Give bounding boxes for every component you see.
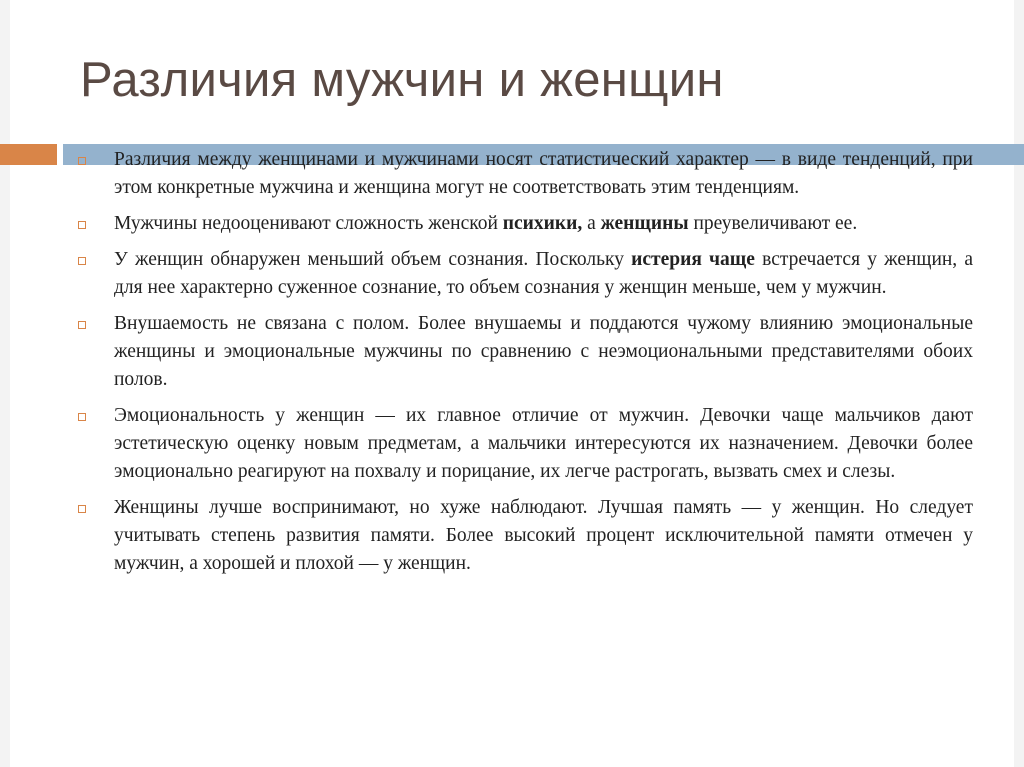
hollow-square-bullet-icon <box>78 505 86 513</box>
bold-term-psyche: психики, <box>502 213 583 234</box>
bullet-text: Различия между женщинами и мужчинами носят статистический характер — в виде тенденций, при этом конкретные мужчина и женщина могут не соответствовать этим тенденциям. <box>114 149 973 198</box>
hollow-square-bullet-icon <box>78 413 86 421</box>
bullet-list <box>78 146 973 586</box>
bold-term-women: женщины <box>600 213 689 234</box>
bullet-item-2 <box>78 210 973 238</box>
bullet-item-4 <box>78 310 973 394</box>
left-border-strip <box>0 0 10 767</box>
hollow-square-bullet-icon <box>78 157 86 165</box>
hollow-square-bullet-icon <box>78 221 86 229</box>
bullet-text: Женщины лучше воспринимают, но хуже наблюдают. Лучшая память — у женщин. Но следует учитывать степень развития памяти. Более высокий процент исключительной памяти отмечен у мужчин, а хорошей и плохой — у женщин. <box>114 497 973 574</box>
accent-bar-orange <box>0 144 57 165</box>
hollow-square-bullet-icon <box>78 321 86 329</box>
bullet-item-1 <box>78 146 973 202</box>
slide-title: Различия мужчин и женщин <box>80 53 724 107</box>
bullet-text: а <box>582 213 601 234</box>
bullet-text: Внушаемость не связана с полом. Более внушаемы и поддаются чужому влиянию эмоциональные женщины и эмоциональные мужчины по сравнению с неэмоциональными представителями обоих полов. <box>114 313 973 390</box>
bullet-item-6 <box>78 494 973 578</box>
hollow-square-bullet-icon <box>78 257 86 265</box>
bullet-text: Мужчины недооценивают сложность женской <box>114 213 503 234</box>
bold-term-hysteria: истерия чаще <box>631 249 755 270</box>
bullet-item-5 <box>78 402 973 486</box>
bullet-text: У женщин обнаружен меньший объем сознания. Поскольку <box>114 249 632 270</box>
bullet-text: преувеличивают ее. <box>688 213 858 234</box>
bullet-text: встречается у женщин, а для нее характерно суженное сознание, то объем сознания у женщин меньше, чем у мужчин. <box>114 249 974 298</box>
bullet-item-3 <box>78 246 973 302</box>
right-border-strip <box>1014 0 1024 767</box>
bullet-text: Эмоциональность у женщин — их главное отличие от мужчин. Девочки чаще мальчиков дают эстетическую оценку новым предметам, а мальчики интересуются их назначением. Девочки более эмоционально реагируют на похвалу и порицание, их легче растрогать, вызвать смех и слезы. <box>114 405 973 482</box>
